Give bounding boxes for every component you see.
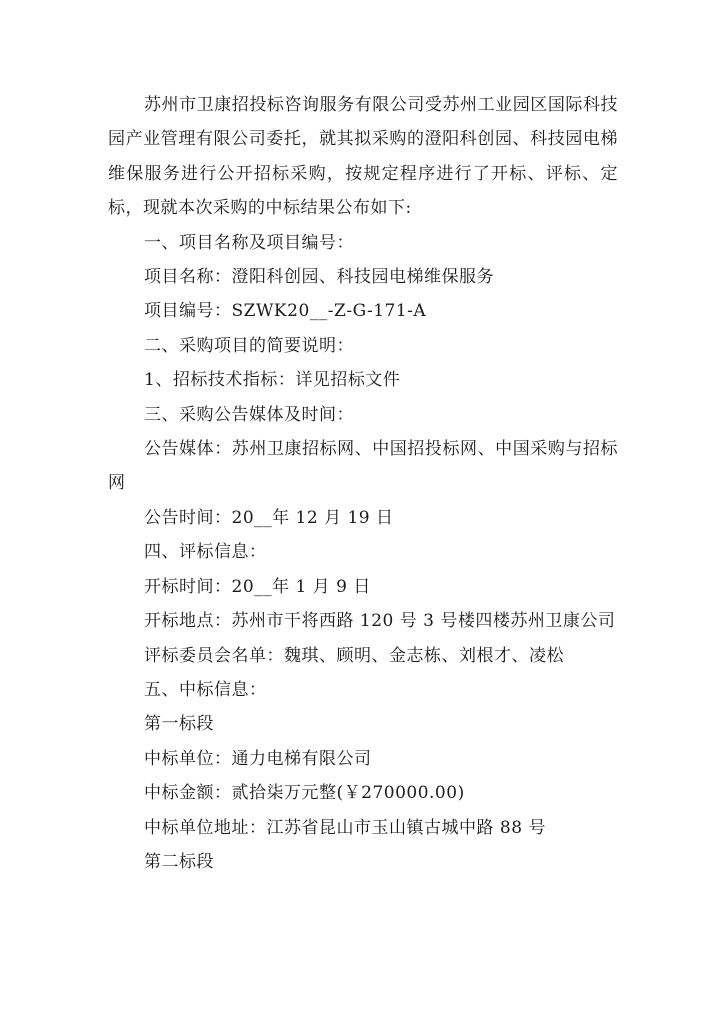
lot1-address-line: 中标单位地址：江苏省昆山市玉山镇古城中路 88 号 bbox=[144, 817, 546, 838]
lot2-title: 第二标段 bbox=[144, 851, 214, 872]
document-body bbox=[108, 88, 618, 879]
lot1-title: 第一标段 bbox=[144, 714, 214, 735]
section-heading-description: 二、采购项目的简要说明： bbox=[144, 335, 354, 356]
lot1-amount-line: 中标金额：贰拾柒万元整(￥270000.00) bbox=[144, 783, 465, 804]
opening-time-line: 开标时间：20__年 1 月 9 日 bbox=[144, 576, 371, 597]
opening-place-line: 开标地点：苏州市干将西路 120 号 3 号楼四楼苏州卫康公司 bbox=[144, 611, 616, 632]
tech-spec-line: 1、招标技术指标：详见招标文件 bbox=[144, 370, 401, 391]
intro-paragraph: 苏州市卫康招投标咨询服务有限公司受苏州工业园区国际科技园产业管理有限公司委托，就其拟采购的澄阳科创园、科技园电梯维保服务进行公开招标采购，按规定程序进行了开标、评标、定标，现就本次采购的中标结果公布如下: bbox=[108, 95, 618, 219]
section-heading-project-info: 一、项目名称及项目编号： bbox=[144, 232, 354, 253]
committee-line: 评标委员会名单：魏琪、顾明、金志栋、刘根才、凌松 bbox=[144, 645, 564, 666]
notice-media-line: 公告媒体：苏州卫康招标网、中国招投标网、中国采购与招标网 bbox=[108, 439, 618, 494]
notice-time-line: 公告时间：20__年 12 月 19 日 bbox=[144, 507, 394, 528]
section-heading-evaluation: 四、评标信息： bbox=[144, 542, 267, 563]
project-number-line: 项目编号：SZWK20__-Z-G-171-A bbox=[144, 301, 427, 322]
section-heading-notice: 三、采购公告媒体及时间： bbox=[144, 404, 354, 425]
project-name-line: 项目名称：澄阳科创园、科技园电梯维保服务 bbox=[144, 267, 494, 288]
section-heading-winner: 五、中标信息： bbox=[144, 679, 267, 700]
lot1-winner-line: 中标单位：通力电梯有限公司 bbox=[144, 748, 372, 769]
